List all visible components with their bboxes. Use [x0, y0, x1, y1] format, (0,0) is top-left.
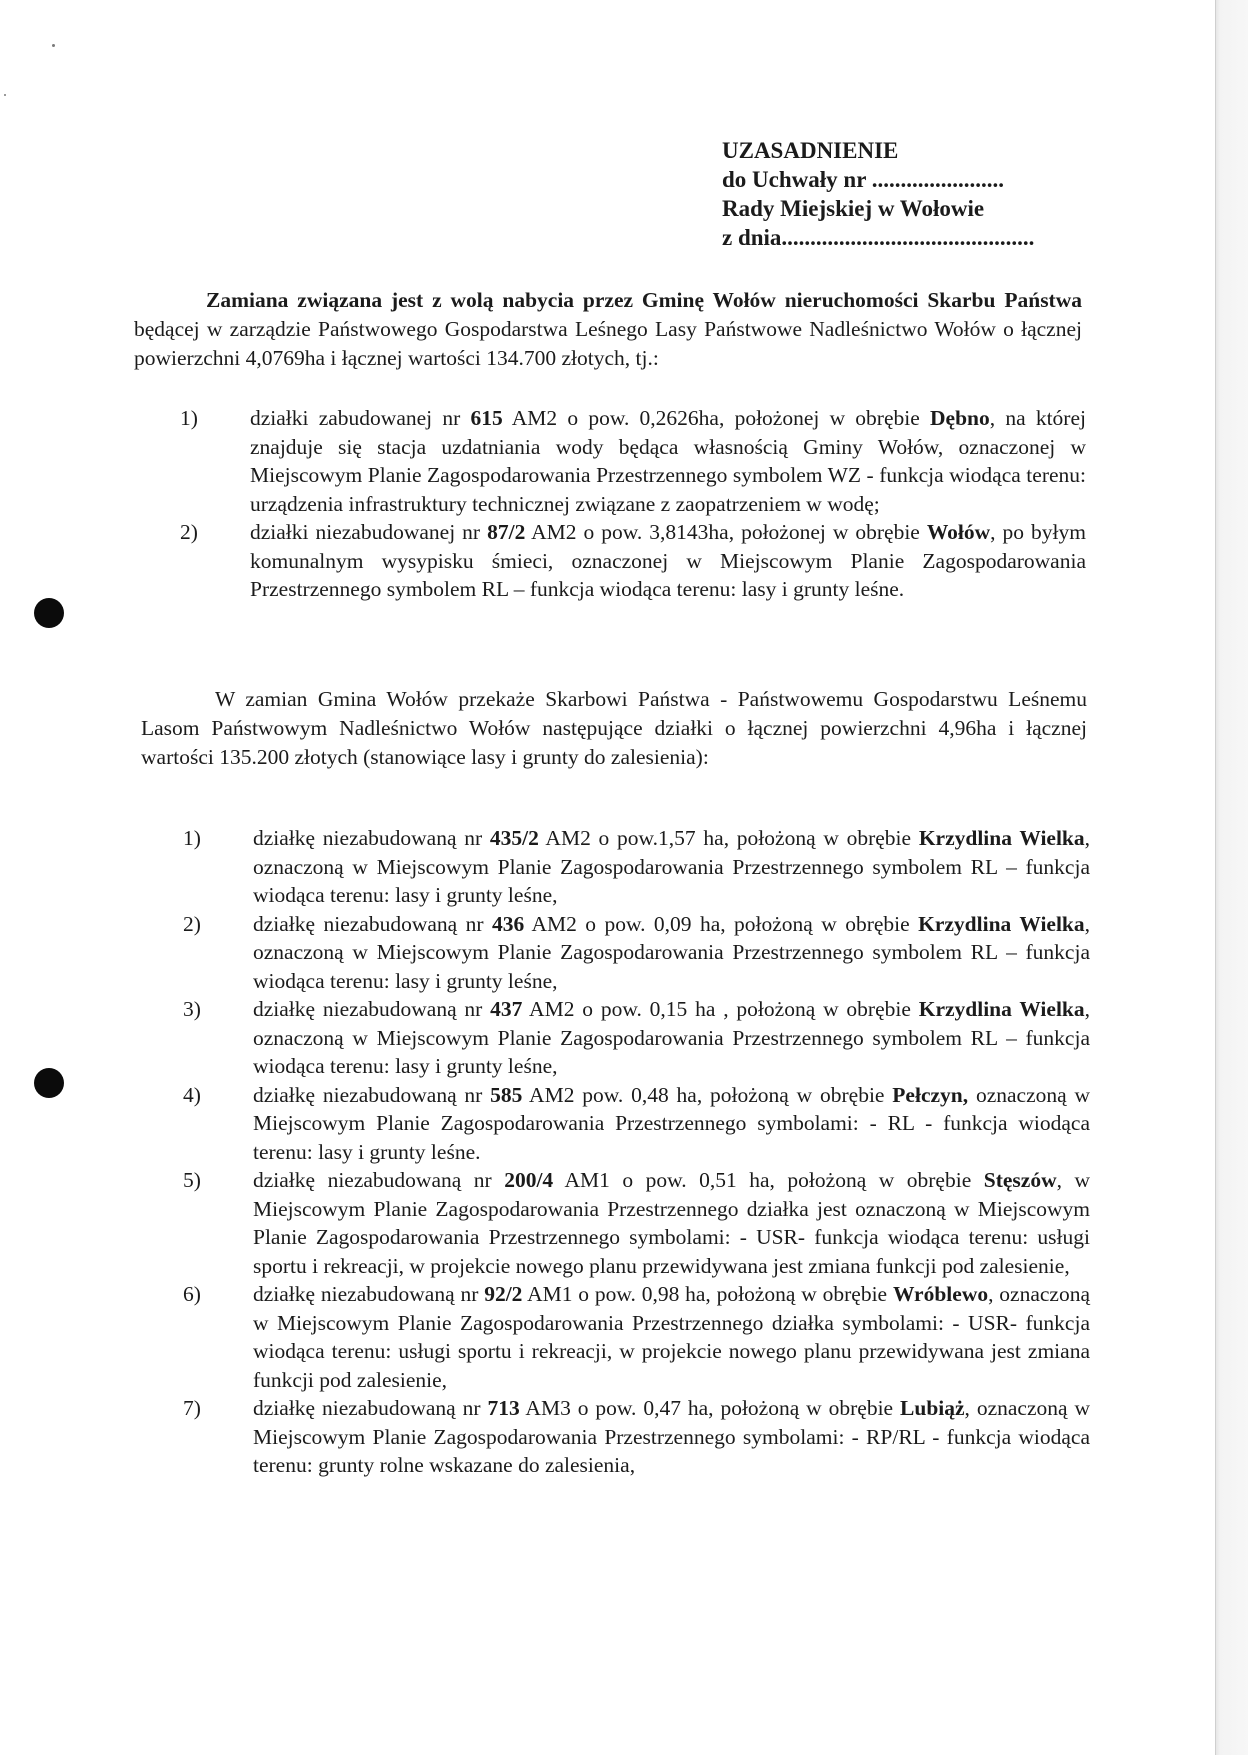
- date-line: z dnia............................................: [722, 225, 1035, 250]
- list-item: [183, 1166, 1090, 1280]
- item-text: działkę niezabudowaną nr 437 AM2 o pow. 0,15 ha , położoną w obrębie Krzydlina Wielka, oznaczoną w Miejscowym Planie Zagospodarowania Przestrzennego symbolem RL – funkcja wiodąca terenu: lasy i grunty leśne,: [253, 997, 1091, 1078]
- item-text: działkę niezabudowaną nr 713 AM3 o pow. 0,47 ha, położoną w obrębie Lubiąż, oznaczoną w Miejscowym Planie Zagospodarowania Przestrzennego symbolami: - RP/RL - funkcja wiodąca terenu: grunty rolne wskazane do zalesienia,: [253, 1396, 1090, 1477]
- item-number: 3): [183, 997, 201, 1021]
- document-title: UZASADNIENIE: [722, 138, 899, 163]
- list-item: [183, 910, 1090, 996]
- item-text: działkę niezabudowaną nr 200/4 AM1 o pow. 0,51 ha, położoną w obrębie Stęszów, w Miejscowym Planie Zagospodarowania Przestrzennego działka jest oznaczoną w Miejscowym Planie Zagospodarowania Przestrzennego symbolami: - USR- funkcja wiodąca terenu: usługi sportu i rekreacji, w projekcie nowego planu przewidywana jest zmiana funkcji pod zalesienie,: [253, 1168, 1091, 1278]
- item-number: 6): [183, 1282, 201, 1306]
- council-name-line: Rady Miejskiej w Wołowie: [722, 196, 985, 221]
- resolution-number-line: do Uchwały nr .......................: [722, 167, 1004, 192]
- scan-page-edge: [1215, 0, 1248, 1755]
- item-number: 1): [183, 826, 201, 850]
- punch-hole: [34, 598, 64, 628]
- intro-bold-text: Zamiana związana jest z wolą nabycia przez Gminę Wołów nieruchomości Skarbu Państwa: [206, 288, 1082, 312]
- list-item: [180, 404, 1086, 518]
- exchange-paragraph: W zamian Gmina Wołów przekaże Skarbowi Państwa - Państwowemu Gospodarstwu Leśnemu Lasom Państwowym Nadleśnictwo Wołów następujące działki o łącznej powierzchni 4,96ha i łącznej wartości 135.200 złotych (stanowiące lasy i grunty do zalesienia):: [141, 687, 1087, 769]
- item-text: działkę niezabudowaną nr 435/2 AM2 o pow.1,57 ha, położoną w obrębie Krzydlina Wielka, oznaczoną w Miejscowym Planie Zagospodarowania Przestrzennego symbolem RL – funkcja wiodąca terenu: lasy i grunty leśne,: [253, 826, 1091, 907]
- list-item: [180, 518, 1086, 604]
- transferred-plots-list: [183, 824, 1090, 1480]
- item-number: 2): [180, 520, 198, 544]
- item-text: działkę niezabudowaną nr 92/2 AM1 o pow. 0,98 ha, położoną w obrębie Wróblewo, oznaczoną w Miejscowym Planie Zagospodarowania Przestrzennego działka symbolami: - USR- funkcja wiodąca terenu: usługi sportu i rekreacji, w projekcie nowego planu przewidywana jest zmiana funkcji pod zalesienie,: [253, 1282, 1091, 1392]
- list-item: [183, 1081, 1090, 1167]
- item-text: działki niezabudowanej nr 87/2 AM2 o pow. 3,8143ha, położonej w obrębie Wołów, po byłym komunalnym wysypisku śmieci, oznaczonej w Miejscowym Planie Zagospodarowania Przestrzennego symbolem RL – funkcja wiodąca terenu: lasy i grunty leśne.: [250, 520, 1086, 601]
- item-text: działkę niezabudowaną nr 436 AM2 o pow. 0,09 ha, położoną w obrębie Krzydlina Wielka, oznaczoną w Miejscowym Planie Zagospodarowania Przestrzennego symbolem RL – funkcja wiodąca terenu: lasy i grunty leśne,: [253, 911, 1091, 993]
- intro-paragraph: [134, 286, 1082, 373]
- item-number: 4): [183, 1082, 201, 1107]
- scan-speck: [52, 44, 55, 47]
- list-item: [183, 1394, 1090, 1480]
- item-number: 7): [183, 1396, 201, 1420]
- acquired-plots-list: [180, 404, 1086, 604]
- list-item: [183, 995, 1090, 1081]
- scan-speck: [4, 94, 6, 96]
- document-header: [722, 136, 1034, 252]
- intro-text: będącej w zarządzie Państwowego Gospodarstwa Leśnego Lasy Państwowe Nadleśnictwo Wołów o łącznej powierzchni 4,0769ha i łącznej wartości 134.700 złotych, tj.:: [134, 317, 1082, 370]
- punch-hole: [34, 1068, 64, 1098]
- item-number: 2): [183, 911, 201, 936]
- list-item: [183, 1280, 1090, 1394]
- list-item: [183, 824, 1090, 910]
- item-text: działkę niezabudowaną nr 585 AM2 pow. 0,48 ha, położoną w obrębie Pełczyn, oznaczoną w Miejscowym Planie Zagospodarowania Przestrzennego symbolami: - RL - funkcja wiodąca terenu: lasy i grunty leśne.: [253, 1082, 1091, 1164]
- item-text: działki zabudowanej nr 615 AM2 o pow. 0,2626ha, położonej w obrębie Dębno, na której znajduje się stacja uzdatniania wody będąca własnością Gminy Wołów, oznaczonej w Miejscowym Planie Zagospodarowania Przestrzennego symbolem WZ - funkcja wiodąca terenu: urządzenia infrastruktury technicznej związane z zaopatrzeniem w wodę;: [250, 406, 1086, 516]
- item-number: 5): [183, 1168, 201, 1192]
- item-number: 1): [180, 406, 198, 430]
